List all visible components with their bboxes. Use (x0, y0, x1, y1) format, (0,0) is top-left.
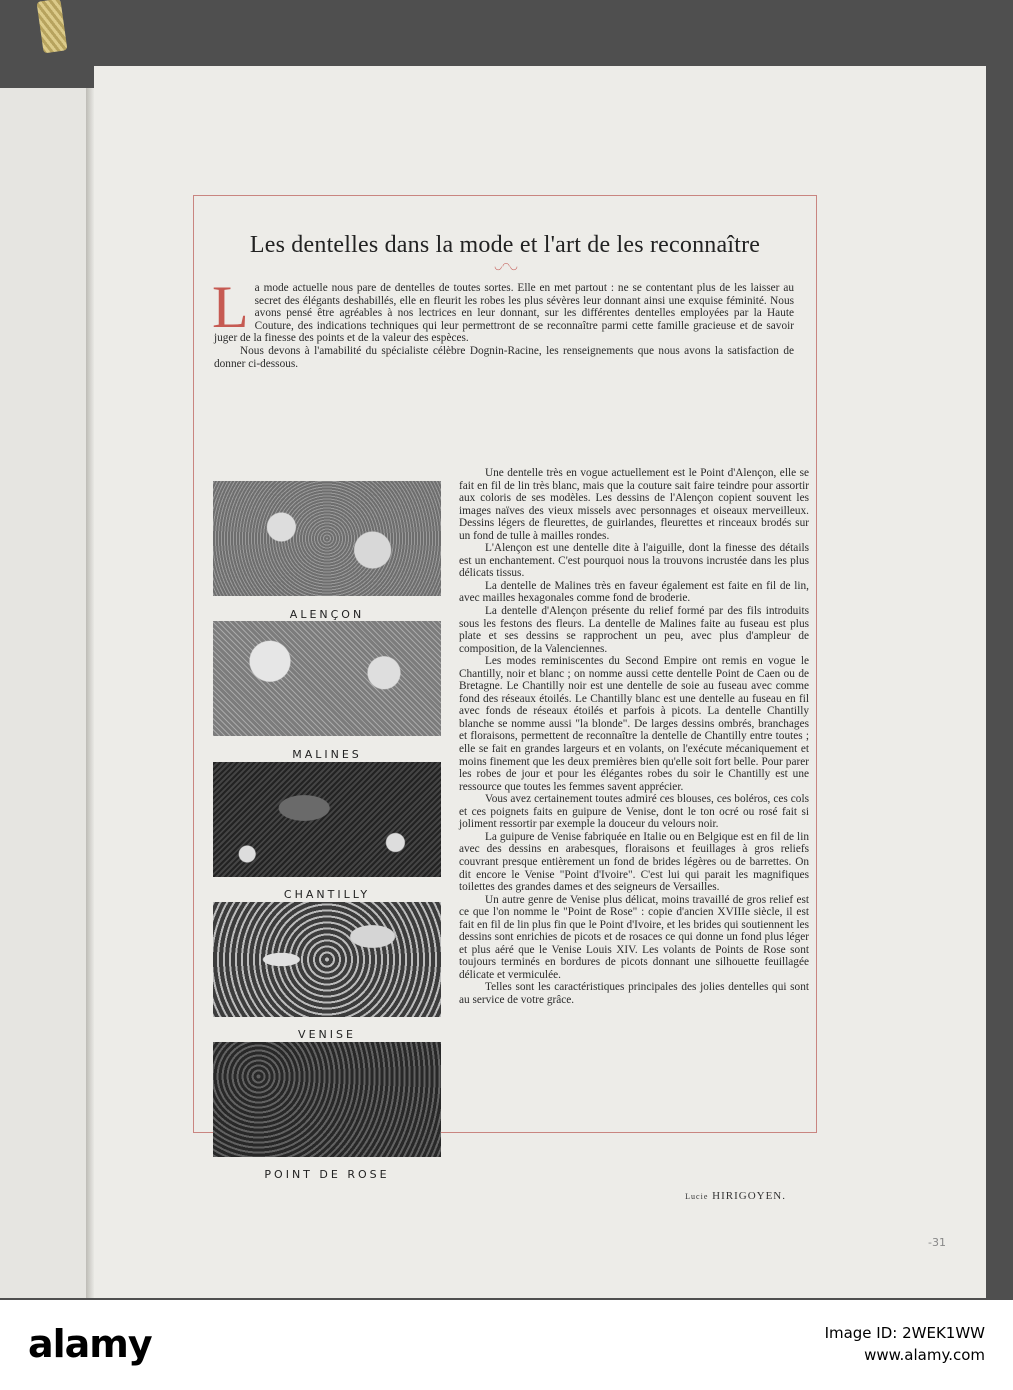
paragraph: Telles sont les caractéristiques principales des jolies dentelles qui sont au service de votre grâce. (459, 981, 809, 1006)
left-page (0, 88, 90, 1298)
image-id: Image ID: 2WEK1WW (824, 1324, 985, 1342)
dropcap: L (212, 274, 249, 340)
paragraph: Vous avez certainement toutes admiré ces blouses, ces boléros, ces cols et ces poignets faits en guipure de Venise, dont le ton ocré ou rosé fait si joliment ressortir par exemple la douceur du velours noir. (459, 793, 809, 831)
article-frame (193, 195, 817, 1202)
lace-image-venise (213, 902, 441, 1017)
book-spine (86, 88, 94, 1298)
ornament-icon: ◡◠◡ (494, 261, 518, 271)
article-title: Les dentelles dans la mode et l'art de les reconnaître (249, 232, 761, 258)
intro (212, 274, 794, 370)
signature-first-name: Lucie (685, 1192, 709, 1201)
lace-image-chantilly (213, 762, 441, 877)
paragraph: La dentelle d'Alençon présente du relief formé par des fils introduits sous les festons des fleurs. La dentelle de Malines faite au fuseau est plus plate et ses dessins se rapprochent un peu, avec plus d'ampleur de composition, de la Valenciennes. (459, 605, 809, 655)
paragraph: Un autre genre de Venise plus délicat, moins travaillé de gros relief est ce que l'on nomme le "Point de Rose" : copie d'ancien XVIIIe siècle, il est fait en fil de lin plus fin que le Point d'Ivoire, et les brides qui soutiennent les dessins sont enrichies de picots et de rosaces ce qui donne un fond plus léger et plus aéré que le Venise Louis XIV. Les volants de Points de Rose sont toujours terminés en bordures de picots donnant une silhouette feuillagée délicate et vermiculée. (459, 893, 809, 981)
watermark-info (825, 1322, 985, 1366)
paragraph: La guipure de Venise fabriquée en Italie ou en Belgique est en fil de lin avec des dessins en arabesques, floraisons et feuillages à gros reliefs couvrant presque entièrement un fond de brides légères ou de barrettes. On dit encore le Venise "Point d'Ivoire". C'est lui qui parait les magnifiques toilettes des grandes dames et des seigneurs de Versailles. (459, 830, 809, 894)
alamy-logo: alamy (28, 1322, 152, 1366)
binding-string (36, 0, 67, 53)
paragraph: Une dentelle très en vogue actuellement est le Point d'Alençon, elle se fait en fil de lin très blanc, mais que la couture sait faire teindre pour assortir aux coloris de ses modèles. Les dessins de l'Alençon copient souvent les images naïves des vieux missels avec personnages et oiseaux merveilleux. Dessins légers de fleurettes, de guirlandes, fleurettes et rinceaux brodés sur un fond de tulle à mailles rondes. (459, 467, 809, 542)
lace-label: CHANTILLY (283, 888, 371, 901)
paragraph: L'Alençon est une dentelle dite à l'aiguille, dont la finesse des détails est un enchantement. C'est pourquoi nous la trouvons incrustée dans les plus délicats tissus. (459, 542, 809, 580)
lace-image-alencon (213, 481, 441, 596)
lace-label: VENISE (298, 1028, 356, 1041)
paragraph: Les modes reminiscentes du Second Empire ont remis en vogue le Chantilly, noir et blanc ; on nomme aussi cette dentelle Point de Caen ou de Bretagne. Le Chantilly noir est une dentelle de soie au fuseau avec comme fond des réseaux étoilés. Le Chantilly blanc est une dentelle au fuseau en fil avec fonds de réseaux étoilés et parfois à picots. La dentelle Chantilly blanche se nomme aussi "la blonde". De larges dessins ombrés, branchages et floraisons, permettent de reconnaître la dentelle de Chantilly entre toutes ; elle se fait en grandes largeurs et en volants, on l'exécute mécaniquement et moins finement que les deux premières bien qu'elle soit fort belle. Pour parer les robes de jour et pour les élégantes robes du soir le Chantilly est une ressource que toutes les femmes savent apprécier. (459, 655, 809, 793)
lace-image-point-de-rose (213, 1042, 441, 1157)
paragraph: La dentelle de Malines très en faveur également est faite en fil de lin, avec mailles hexagonales comme fond de broderie. (459, 579, 809, 605)
lace-label: MALINES (292, 748, 362, 761)
magazine-page (94, 66, 986, 1298)
lace-label: ALENÇON (289, 608, 365, 621)
intro-paragraph-1: a mode actuelle nous pare de dentelles de toutes sortes. Elle en met partout : ne se contentant plus de les laisser au secret des élégants deshabillés, elle en fleurit les robes les plus sévères leur donnant ainsi une exquise féminité. Nous avons pensé être agréables à nos lectrices en leur donnant, sur les différentes dentelles employées par la Haute Couture, des indications techniques qui leur permettront de se reconnaître parmi cette famille gracieuse et de savoir juger de la finesse des points et de la valeur des espèces. (214, 282, 794, 345)
signature (685, 1190, 786, 1202)
watermark-bar (0, 1300, 1013, 1390)
article-body (459, 467, 809, 1007)
signature-last-name: HIRIGOYEN. (712, 1190, 786, 1202)
page-number: -31 (928, 1236, 946, 1249)
watermark-url: www.alamy.com (864, 1346, 985, 1364)
intro-paragraph-2: Nous devons à l'amabilité du spécialiste célèbre Dognin-Racine, les renseignements que nous avons la satisfaction de donner ci-dessous. (214, 344, 794, 370)
lace-label: POINT DE ROSE (264, 1168, 390, 1181)
lace-image-malines (213, 621, 441, 736)
